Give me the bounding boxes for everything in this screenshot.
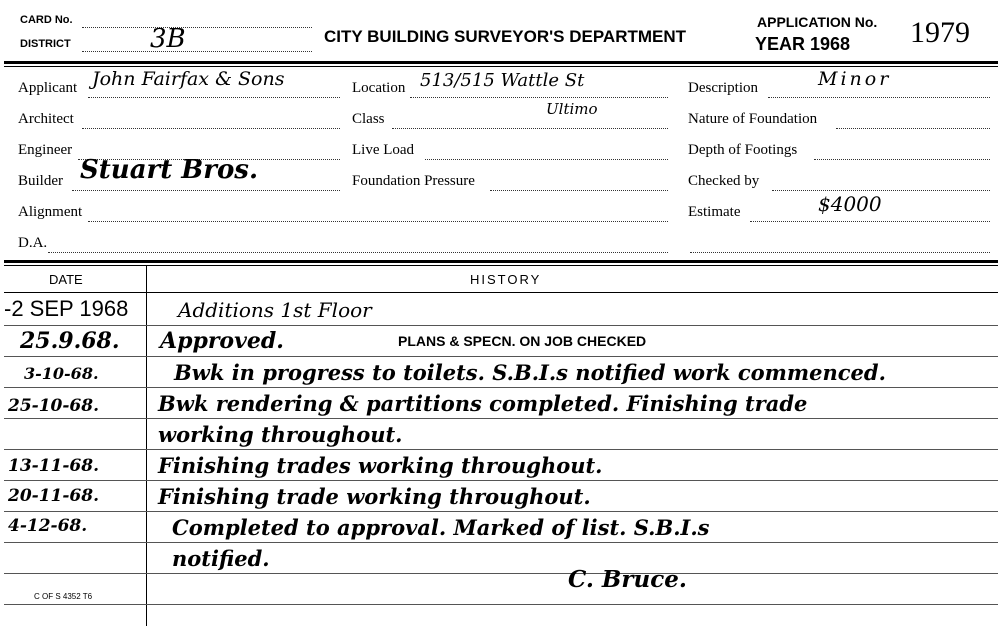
nature-of-foundation-line — [836, 128, 990, 129]
ruled-line — [4, 573, 998, 574]
header-rule — [4, 61, 998, 64]
location-label: Location — [352, 80, 406, 96]
form-code: C OF S 4352 T6 — [34, 592, 93, 601]
alignment-line — [88, 221, 668, 222]
ruled-line — [4, 387, 998, 388]
history-text-continuation: notified. — [172, 546, 270, 571]
history-date: 13-11-68. — [8, 456, 100, 476]
history-text-continuation: working throughout. — [158, 422, 403, 447]
engineer-label: Engineer — [18, 142, 73, 158]
history-date: 4-12-68. — [8, 516, 88, 536]
history-date: 20-11-68. — [8, 486, 100, 506]
col3-extra-line — [690, 252, 990, 253]
estimate-line — [750, 221, 990, 222]
description-value: Minor — [818, 68, 892, 90]
header-rule-inner — [4, 66, 998, 67]
application-no-label: APPLICATION No. — [757, 14, 878, 30]
live-load-line — [425, 159, 668, 160]
architect-label: Architect — [18, 111, 74, 127]
nature-of-foundation-label: Nature of Foundation — [688, 111, 818, 127]
applicant-value: John Fairfax & Sons — [92, 68, 285, 90]
ruled-line — [4, 356, 998, 357]
checked-by-line — [772, 190, 990, 191]
ruled-line — [4, 325, 998, 326]
builder-value: Stuart Bros. — [80, 155, 259, 185]
applicant-line — [88, 97, 340, 98]
history-text: Additions 1st Floor — [178, 298, 372, 322]
foundation-pressure-line — [490, 190, 668, 191]
department-title: CITY BUILDING SURVEYOR'S DEPARTMENT — [324, 27, 687, 46]
foundation-pressure-label: Foundation Pressure — [352, 173, 475, 189]
ruled-line — [4, 480, 998, 481]
district-line — [82, 51, 312, 52]
description-line — [768, 97, 990, 98]
application-number: 1979 — [910, 16, 970, 49]
district-value: 3B — [150, 24, 186, 54]
history-header-rule — [4, 292, 998, 293]
builder-label: Builder — [18, 173, 63, 189]
da-label: D.A. — [18, 235, 48, 251]
applicant-label: Applicant — [18, 80, 78, 96]
history-text: Completed to approval. Marked of list. S.B.I.s — [172, 515, 710, 540]
da-line — [48, 252, 668, 253]
estimate-label: Estimate — [688, 204, 741, 220]
district-label: DISTRICT — [20, 38, 71, 50]
depth-of-footings-line — [814, 159, 990, 160]
ruled-line — [4, 604, 998, 605]
history-text: Finishing trade working throughout. — [158, 484, 591, 509]
history-text: Bwk rendering & partitions completed. Finishing trade — [158, 391, 808, 416]
checked-by-label: Checked by — [688, 173, 760, 189]
class-label: Class — [352, 111, 385, 127]
ruled-line — [4, 418, 998, 419]
date-header: DATE — [49, 272, 83, 287]
class-value: Ultimo — [546, 100, 598, 118]
history-date: 25.9.68. — [20, 328, 120, 354]
history-header: HISTORY — [470, 272, 542, 287]
date-column-divider — [146, 266, 147, 626]
history-text: Finishing trades working throughout. — [158, 453, 603, 478]
history-date: 25-10-68. — [8, 396, 100, 416]
ruled-line — [4, 511, 998, 512]
card-no-label: CARD No. — [20, 14, 73, 26]
history-date: -2 SEP 1968 — [4, 296, 129, 321]
architect-line — [82, 128, 340, 129]
ruled-line — [4, 449, 998, 450]
history-top-rule — [4, 260, 998, 263]
location-line — [410, 97, 668, 98]
location-value: 513/515 Wattle St — [420, 70, 585, 91]
history-text: Bwk in progress to toilets. S.B.I.s notified work commenced. — [174, 360, 886, 385]
history-text: Approved. — [160, 328, 284, 354]
card-no-line — [82, 27, 312, 28]
description-label: Description — [688, 80, 758, 96]
live-load-label: Live Load — [352, 142, 415, 158]
year-label: YEAR 1968 — [755, 34, 851, 54]
builder-line — [72, 190, 340, 191]
history-top-rule-inner — [4, 265, 998, 266]
class-line — [392, 128, 668, 129]
ruled-line — [4, 542, 998, 543]
inspection-stamp: PLANS & SPECN. ON JOB CHECKED — [398, 333, 647, 349]
history-date: 3-10-68. — [24, 364, 99, 383]
depth-of-footings-label: Depth of Footings — [688, 142, 798, 158]
alignment-label: Alignment — [18, 204, 83, 220]
inspector-signature: C. Bruce. — [568, 566, 687, 593]
estimate-value: $4000 — [818, 192, 882, 216]
